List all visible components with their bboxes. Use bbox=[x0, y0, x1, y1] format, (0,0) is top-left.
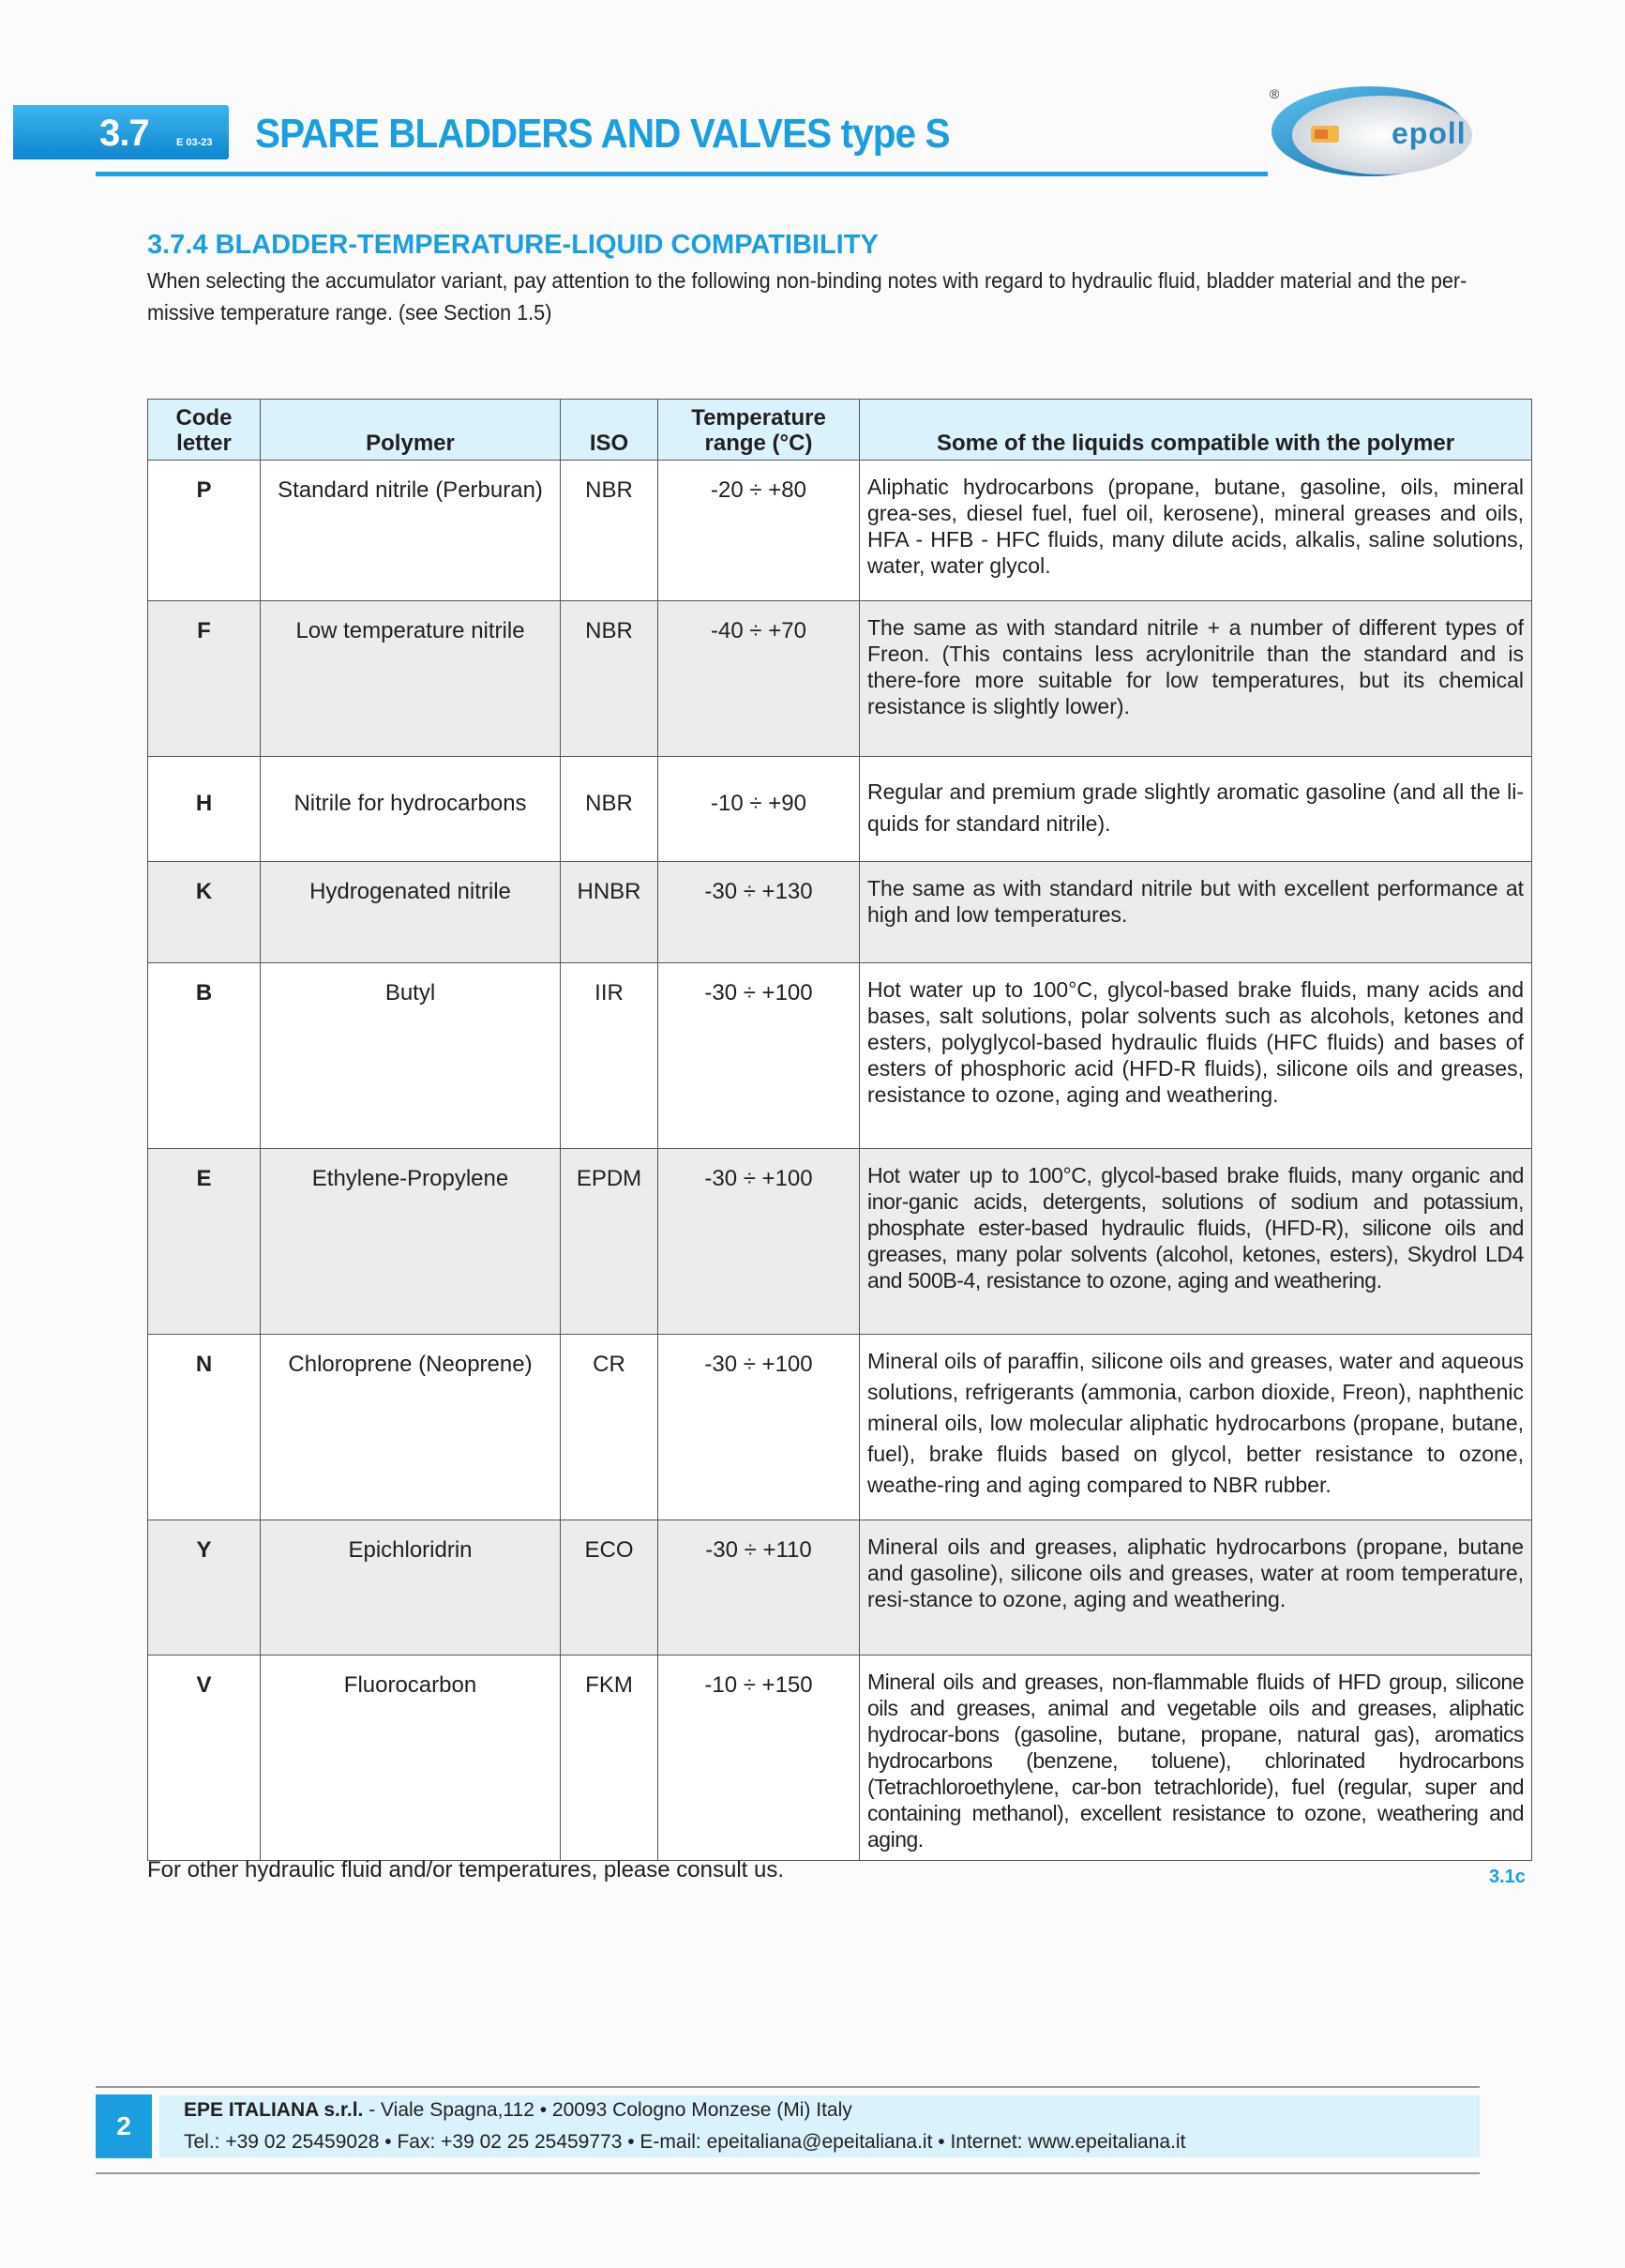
cell-liquids: Hot water up to 100°C, glycol-based brake fluids, many acids and bases, salt solutions, polar solvents such as alcohols, ketones and esters, polyglycol-based hydraulic fluids (HFC fluids) and bases of esters of phosphoric acid (HFD-R fluids), silicone oils and greases, resistance to ozone, aging and weathering. bbox=[860, 963, 1532, 1149]
footnote: For other hydraulic fluid and/or temperatures, please consult us. bbox=[147, 1857, 785, 1882]
reference-code: 3.1c bbox=[1489, 1867, 1526, 1887]
company-address: - Viale Spagna,112 • 20093 Cologno Monzese (Mi) Italy bbox=[363, 2099, 852, 2121]
logo-text: epoll bbox=[1392, 116, 1467, 150]
cell-code: B bbox=[148, 963, 261, 1149]
header-code-letter: Code letter bbox=[148, 400, 261, 461]
footer-address-line bbox=[184, 2099, 852, 2122]
table-row bbox=[148, 1656, 1532, 1861]
table-row bbox=[148, 601, 1532, 757]
cell-polymer: Low temperature nitrile bbox=[261, 601, 561, 757]
cell-code: F bbox=[148, 601, 261, 757]
footer-top-rule bbox=[96, 2086, 1480, 2088]
page-number: 2 bbox=[96, 2094, 152, 2158]
cell-iso: IIR bbox=[561, 963, 658, 1149]
cell-polymer: Butyl bbox=[261, 963, 561, 1149]
cell-temp: -30 ÷ +110 bbox=[658, 1520, 860, 1656]
cell-liquids: The same as with standard nitrile but with excellent performance at high and low temperatures. bbox=[860, 862, 1532, 963]
cell-code: Y bbox=[148, 1520, 261, 1656]
cell-temp: -10 ÷ +90 bbox=[658, 757, 860, 862]
page-title: SPARE BLADDERS AND VALVES type S bbox=[255, 111, 950, 157]
cell-temp: -20 ÷ +80 bbox=[658, 461, 860, 601]
title-rule bbox=[96, 172, 1268, 176]
footer-contacts: Tel.: +39 02 25459028 • Fax: +39 02 25 25459773 • E-mail: epeitaliana@epeitaliana.it • Internet: www.epeitaliana.it bbox=[184, 2131, 1186, 2153]
cell-polymer: Ethylene-Propylene bbox=[261, 1149, 561, 1335]
table-row bbox=[148, 461, 1532, 601]
cell-polymer: Chloroprene (Neoprene) bbox=[261, 1335, 561, 1520]
footer-bottom-rule bbox=[96, 2172, 1480, 2174]
cell-iso: CR bbox=[561, 1335, 658, 1520]
cell-polymer: Standard nitrile (Perburan) bbox=[261, 461, 561, 601]
cell-polymer: Epichloridrin bbox=[261, 1520, 561, 1656]
cell-liquids: The same as with standard nitrile + a number of different types of Freon. (This contains less acrylonitrile than the standard and is there-fore more suitable for low temperatures, but its chemical resistance is slightly lower). bbox=[860, 601, 1532, 757]
edition-code: E 03-23 bbox=[176, 137, 213, 148]
cell-iso: ECO bbox=[561, 1520, 658, 1656]
cell-iso: NBR bbox=[561, 757, 658, 862]
cell-code: N bbox=[148, 1335, 261, 1520]
intro-paragraph: When selecting the accumulator variant, pay attention to the following non-binding notes with regard to hydraulic fluid, bladder material and the per-missive temperature range. (see Section 1.5) bbox=[147, 268, 1467, 325]
cell-liquids: Mineral oils of paraffin, silicone oils and greases, water and aqueous solutions, refrigerants (ammonia, carbon dioxide, Freon), naphthenic mineral oils, low molecular aliphatic hydrocarbons (propane, butane, fuel), brake fluids based on glycol, better resistance to ozone, weathe-ring and aging compared to NBR rubber. bbox=[860, 1335, 1532, 1520]
registered-mark: ® bbox=[1270, 86, 1280, 101]
cell-temp: -30 ÷ +100 bbox=[658, 1335, 860, 1520]
section-heading: 3.7.4 BLADDER-TEMPERATURE-LIQUID COMPATIBILITY bbox=[147, 230, 879, 260]
cell-temp: -10 ÷ +150 bbox=[658, 1656, 860, 1861]
cell-iso: EPDM bbox=[561, 1149, 658, 1335]
cell-polymer: Nitrile for hydrocarbons bbox=[261, 757, 561, 862]
cell-liquids: Hot water up to 100°C, glycol-based brake fluids, many organic and inor-ganic acids, detergents, solutions of sodium and potassium, phosphate ester-based hydraulic fluids, (HFD-R), silicone oils and greases, many polar solvents (alcohol, ketones, esters), Skydrol LD4 and 500B-4, resistance to ozone, aging and weathering. bbox=[860, 1149, 1532, 1335]
cell-code: E bbox=[148, 1149, 261, 1335]
table-row bbox=[148, 1335, 1532, 1520]
cell-iso: FKM bbox=[561, 1656, 658, 1861]
header-temperature: Temperature range (°C) bbox=[658, 400, 860, 461]
cell-iso: NBR bbox=[561, 461, 658, 601]
compatibility-table bbox=[147, 399, 1532, 1861]
cell-liquids: Aliphatic hydrocarbons (propane, butane, gasoline, oils, mineral grea-ses, diesel fuel, fuel oil, kerosene), mineral greases and oils, HFA - HFB - HFC fluids, many dilute acids, alkalis, saline solutions, water, water glycol. bbox=[860, 461, 1532, 601]
cell-liquids: Mineral oils and greases, non-flammable fluids of HFD group, silicone oils and greases, animal and vegetable oils and greases, aliphatic hydrocar-bons (gasoline, butane, propane, natural gas), aromatics hydrocarbons (benzene, toluene), chlorinated hydrocarbons (Tetrachloroethylene, car-bon tetrachloride), fuel (regular, super and containing methanol), excellent resistance to ozone, weathering and aging. bbox=[860, 1656, 1532, 1861]
cell-temp: -30 ÷ +130 bbox=[658, 862, 860, 963]
table-row bbox=[148, 757, 1532, 862]
table-header-row bbox=[148, 400, 1532, 461]
header-liquids: Some of the liquids compatible with the polymer bbox=[860, 400, 1532, 461]
header-polymer: Polymer bbox=[261, 400, 561, 461]
cell-code: K bbox=[148, 862, 261, 963]
cell-temp: -30 ÷ +100 bbox=[658, 963, 860, 1149]
cell-iso: HNBR bbox=[561, 862, 658, 963]
table-row bbox=[148, 1149, 1532, 1335]
header-iso: ISO bbox=[561, 400, 658, 461]
cell-code: H bbox=[148, 757, 261, 862]
table-row bbox=[148, 1520, 1532, 1656]
table-row bbox=[148, 963, 1532, 1149]
company-name: EPE ITALIANA s.r.l. bbox=[184, 2099, 364, 2121]
cell-polymer: Fluorocarbon bbox=[261, 1656, 561, 1861]
cell-code: P bbox=[148, 461, 261, 601]
section-number: 3.7 bbox=[99, 113, 149, 154]
cell-polymer: Hydrogenated nitrile bbox=[261, 862, 561, 963]
cell-code: V bbox=[148, 1656, 261, 1861]
cell-liquids: Regular and premium grade slightly aromatic gasoline (and all the li-quids for standard nitrile). bbox=[860, 757, 1532, 862]
table-row bbox=[148, 862, 1532, 963]
cell-temp: -40 ÷ +70 bbox=[658, 601, 860, 757]
cell-liquids: Mineral oils and greases, aliphatic hydrocarbons (propane, butane and gasoline), silicone oils and greases, water at room temperature, resi-stance to ozone, aging and weathering. bbox=[860, 1520, 1532, 1656]
cell-temp: -30 ÷ +100 bbox=[658, 1149, 860, 1335]
cell-iso: NBR bbox=[561, 601, 658, 757]
